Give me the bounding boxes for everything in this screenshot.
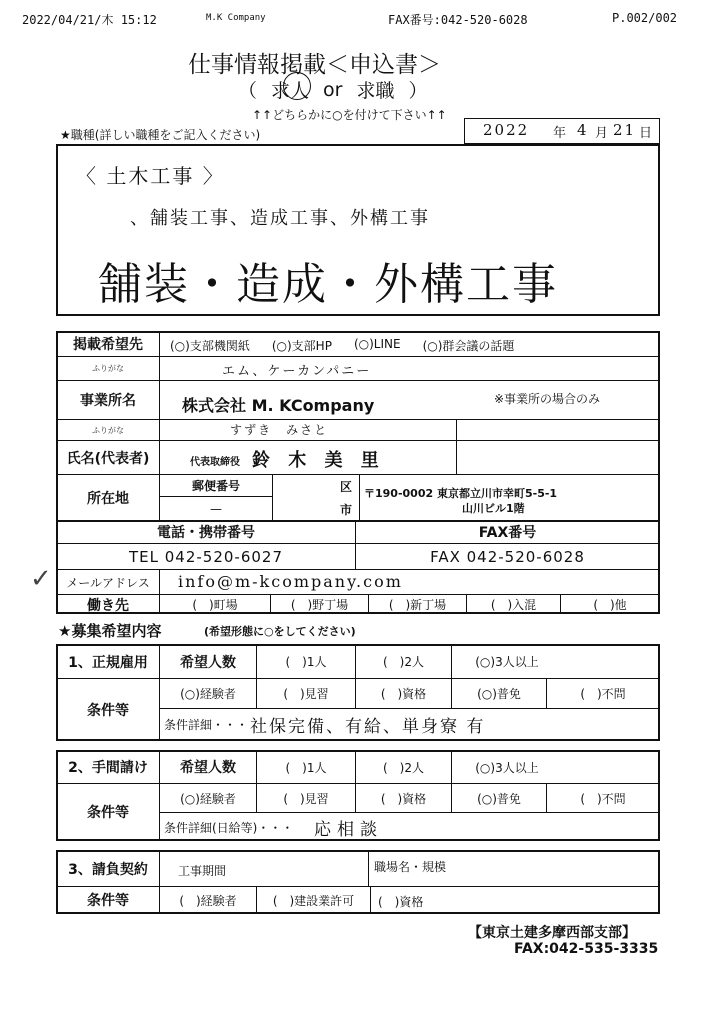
temp-cond-any[interactable]: ( )不問	[580, 791, 626, 806]
regular-count-2[interactable]: ( )2人	[383, 655, 424, 669]
date-box	[464, 118, 660, 144]
paren-close: ）	[408, 80, 428, 102]
workplace-option-nochoba[interactable]: ( )野丁場	[290, 598, 349, 612]
contract-cond-experienced[interactable]: ( )経験者	[179, 893, 237, 908]
fax-datetime: 2022/04/21/木 15:12	[22, 13, 157, 27]
recruit-heading: ★募集希望内容	[58, 622, 162, 640]
publish-label: 掲載希望先	[73, 337, 143, 353]
temp-count-2[interactable]: ( )2人	[383, 760, 424, 775]
email-label: メールアドレス	[66, 575, 150, 590]
temp-label: 2、手間請け	[68, 760, 148, 776]
job-or-seek	[238, 76, 428, 103]
office-note: ※事業所の場合のみ	[494, 392, 601, 406]
office-label: 事業所名	[80, 393, 136, 409]
contract-cond-license[interactable]: ( )建設業許可	[272, 893, 355, 908]
city-label: 市	[340, 503, 353, 517]
regular-cond-qualified[interactable]: ( )資格	[380, 687, 427, 701]
fax-label: FAX番号	[478, 525, 537, 541]
rep-title: 代表取締役	[190, 457, 240, 468]
title-instruction: ↑↑どちらかに○を付けて下さい↑↑	[252, 108, 447, 122]
contract-cond-qualified[interactable]: ( )資格	[378, 895, 424, 909]
fax-company: M.K Company	[206, 13, 266, 23]
publish-option-meeting[interactable]: (○)群会議の話題	[422, 339, 515, 353]
regular-cond-any[interactable]: ( )不問	[580, 687, 626, 701]
address-label: 所在地	[87, 490, 129, 507]
date-day-label: 日	[639, 126, 653, 141]
temp-count-3plus[interactable]: (○)3人以上	[475, 760, 539, 775]
recruit-heading-note: (希望形態に○をしてください)	[204, 625, 356, 638]
office-furigana-label: ふりがな	[92, 364, 124, 373]
footer-fax: FAX:042-535-3335	[514, 941, 659, 957]
option-or: or	[323, 78, 343, 101]
temp-count-1[interactable]: ( )1人	[285, 760, 327, 775]
fax-value: FAX 042-520-6028	[430, 547, 585, 566]
publish-option-hp[interactable]: (○)支部HP	[271, 339, 332, 353]
publish-option-line[interactable]: (○)LINE	[353, 337, 401, 351]
job-detail-list: 、舗装工事、造成工事、外構工事	[130, 208, 430, 229]
regular-cond-label: 条件等	[87, 702, 129, 719]
circle-mark-icon	[283, 72, 311, 100]
fax-number: FAX番号:042-520-6028	[388, 13, 528, 27]
regular-cond-license[interactable]: (○)普免	[477, 687, 521, 701]
address-line1: 〒190-0002 東京都立川市幸町5-5-1	[364, 487, 558, 500]
option-job: 求人	[271, 76, 309, 103]
workplace-option-shinchoba[interactable]: ( )新丁場	[388, 598, 447, 612]
regular-label: 1、正規雇用	[68, 654, 148, 671]
temp-cond-label: 条件等	[87, 805, 129, 821]
form-title: 仕事情報掲載＜申込書＞	[188, 52, 441, 78]
contract-label: 3、請負契約	[68, 861, 148, 878]
temp-detail-value: 応相談	[314, 820, 383, 840]
temp-cond-apprentice[interactable]: ( )見習	[283, 791, 329, 806]
postal-label: 郵便番号	[191, 479, 240, 493]
option-seek: 求職	[356, 80, 395, 102]
regular-cond-apprentice[interactable]: ( )見習	[283, 687, 329, 701]
date-day: 21	[613, 121, 637, 139]
workplace-label: 働き先	[87, 597, 129, 614]
email-value: info@m-kcompany.com	[178, 572, 403, 591]
regular-cond-experienced[interactable]: (○)経験者	[180, 687, 236, 701]
regular-detail-label: 条件詳細・・・	[164, 718, 249, 732]
date-month: 4	[577, 121, 589, 139]
temp-cond-license[interactable]: (○)普免	[477, 791, 521, 806]
temp-detail-label: 条件詳細(日給等)・・・	[164, 821, 294, 835]
name-label: 氏名(代表者)	[66, 450, 150, 467]
contract-cond-label: 条件等	[87, 893, 129, 909]
temp-cond-experienced[interactable]: (○)経験者	[180, 791, 236, 806]
publish-options	[170, 337, 514, 354]
rep-name: 鈴 木 美 里	[252, 450, 385, 471]
office-name: 株式会社 M. KCompany	[182, 396, 375, 415]
tel-value: TEL 042-520-6027	[128, 547, 284, 566]
regular-count-3plus[interactable]: (○)3人以上	[475, 655, 539, 669]
date-month-label: 月	[595, 126, 609, 141]
contract-site-label: 職場名・規模	[374, 860, 447, 874]
fax-page: P.002/002	[612, 11, 678, 25]
workplace-option-iriko[interactable]: ( )入混	[490, 598, 537, 612]
regular-detail-value: 社保完備、有給、単身寮 有	[250, 717, 486, 737]
ward-label: 区	[340, 480, 353, 494]
footer-branch: 【東京土建多摩西部支部】	[468, 925, 636, 941]
address-line2: 山川ビル1階	[462, 502, 525, 515]
contract-period-label: 工事期間	[178, 864, 227, 878]
workplace-option-machiba[interactable]: ( )町場	[192, 598, 238, 612]
job-detail-large: 舗装・造成・外構工事	[98, 259, 558, 310]
paren-open: （	[238, 80, 258, 102]
regular-count-1[interactable]: ( )1人	[285, 655, 327, 669]
postal-dash: —	[210, 501, 222, 516]
check-mark-icon: ✓	[30, 564, 52, 594]
temp-cond-qualified[interactable]: ( )資格	[380, 791, 427, 806]
temp-count-label: 希望人数	[180, 760, 236, 776]
date-year-label: 年	[553, 126, 567, 141]
name-furigana: すずき みさと	[230, 423, 329, 437]
job-category: 〈 土木工事 〉	[76, 164, 225, 188]
tel-label: 電話・携帯番号	[157, 525, 255, 541]
date-year: 2022	[483, 121, 530, 139]
job-type-label: ★職種(詳しい職種をご記入ください)	[60, 128, 261, 142]
office-furigana: エム、ケーカンパニー	[222, 364, 372, 379]
name-furigana-label: ふりがな	[92, 425, 124, 435]
regular-count-label: 希望人数	[180, 654, 236, 671]
job-content-box	[56, 144, 660, 316]
publish-option-bulletin[interactable]: (○)支部機関紙	[170, 339, 250, 353]
workplace-option-other[interactable]: ( )他	[593, 598, 627, 612]
